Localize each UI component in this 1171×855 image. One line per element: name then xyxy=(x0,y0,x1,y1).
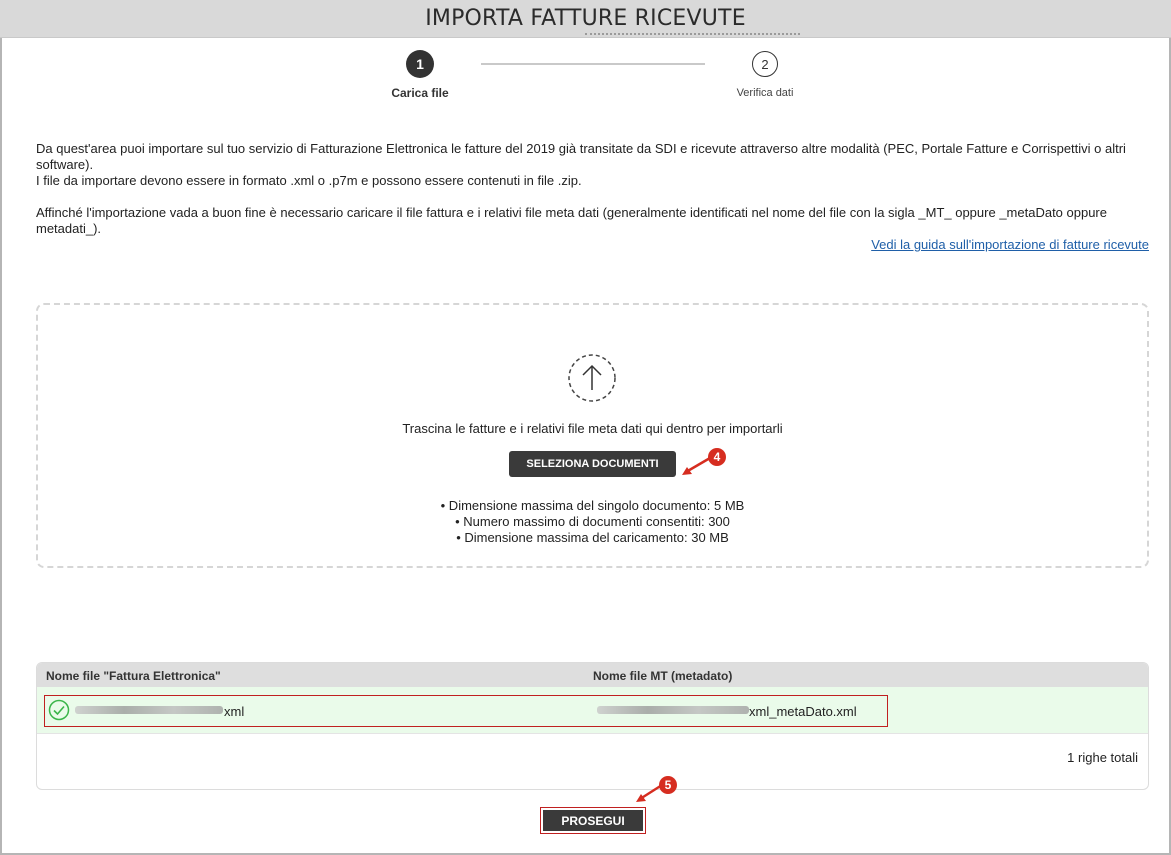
select-documents-button[interactable]: SELEZIONA DOCUMENTI xyxy=(509,451,676,477)
limit-document-count: • Numero massimo di documenti consentiti: 300 xyxy=(455,514,730,529)
intro-line-1: Da quest'area puoi importare sul tuo servizio di Fatturazione Elettronica le fatture del 2019 già transitate da SDI e ricevute attraverso altre modalità (PEC, Portale Fatture e Corrispettivi o altri software). xyxy=(36,141,1126,172)
step-2-number: 2 xyxy=(752,51,778,77)
upload-arrow-icon xyxy=(567,353,617,403)
intro-line-3: Affinché l'importazione vada a buon fine è necessario caricare il file fattura e i relativi file meta dati (generalmente identificati nel nome del file con la sigla _MT_ oppure _metaDato oppure metadati_). xyxy=(36,205,1107,236)
metadata-file-name: xml_metaDato.xml xyxy=(749,704,857,719)
callout-arrow-4 xyxy=(680,452,716,482)
intro-text xyxy=(36,141,1136,237)
guide-link[interactable]: Vedi la guida sull'importazione di fatture ricevute xyxy=(871,237,1149,252)
table-row[interactable] xyxy=(37,687,1148,733)
upload-limits xyxy=(36,498,1149,546)
step-2-label: Verifica dati xyxy=(736,87,794,99)
intro-line-2: I file da importare devono essere in formato .xml o .p7m e possono essere contenuti in file .zip. xyxy=(36,173,582,188)
row-divider xyxy=(37,733,1148,734)
files-table xyxy=(36,662,1149,790)
page-title: IMPORTA FATTURE RICEVUTE xyxy=(425,6,746,31)
title-bar xyxy=(0,0,1171,38)
row-count: 1 righe totali xyxy=(1067,750,1138,765)
stepper-connector xyxy=(481,63,705,65)
drop-instruction: Trascina le fatture e i relativi file meta dati qui dentro per importarli xyxy=(402,421,783,436)
column-metadata-file[interactable]: Nome file MT (metadato) xyxy=(593,669,733,683)
step-1-label: Carica file xyxy=(391,86,449,100)
step-verifica-dati xyxy=(725,51,805,99)
redacted-metadata-name xyxy=(597,706,749,714)
invoice-file-name: xml xyxy=(224,704,245,719)
continue-button[interactable]: PROSEGUI xyxy=(543,810,643,831)
table-header xyxy=(37,663,1148,687)
check-circle-icon xyxy=(48,699,70,721)
limit-upload-size: • Dimensione massima del caricamento: 30 MB xyxy=(456,530,729,545)
step-carica-file xyxy=(380,50,460,100)
title-decoration xyxy=(585,33,800,37)
callout-arrow-5 xyxy=(634,780,668,808)
callout-badge-4: 4 xyxy=(708,448,726,466)
step-1-number: 1 xyxy=(406,50,434,78)
callout-badge-5: 5 xyxy=(659,776,677,794)
column-invoice-file[interactable]: Nome file "Fattura Elettronica" xyxy=(46,669,221,683)
redacted-filename xyxy=(75,706,223,714)
limit-single-document: • Dimensione massima del singolo documento: 5 MB xyxy=(440,498,745,513)
